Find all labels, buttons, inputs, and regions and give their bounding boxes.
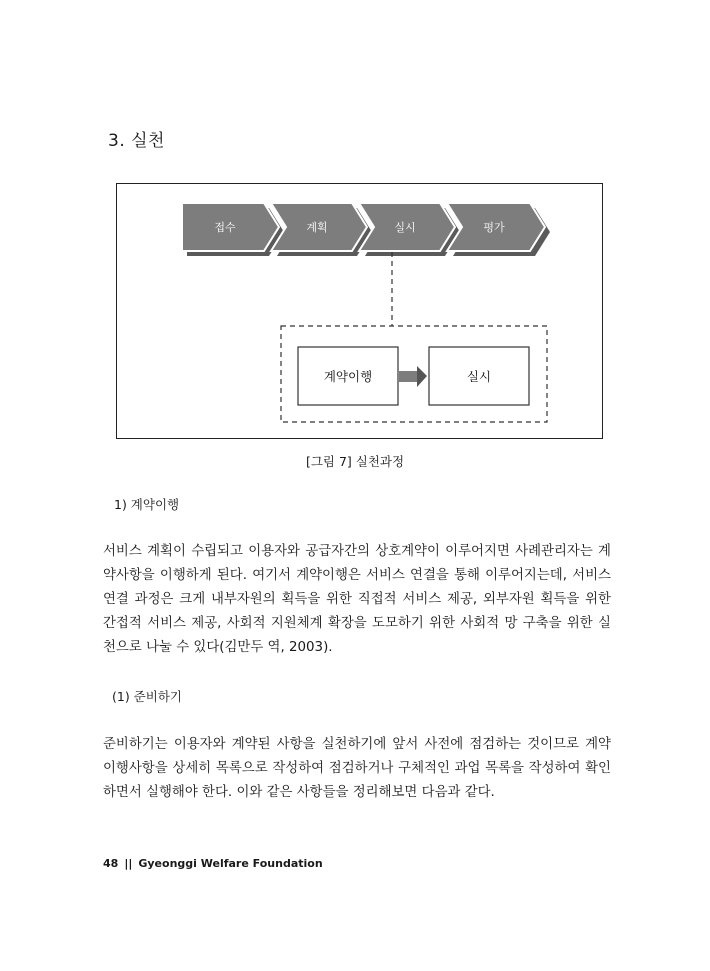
paragraph-2: 준비하기는 이용자와 계약된 사항을 실천하기에 앞서 사전에 점검하는 것이므로 계약 이행사항을 상세히 목록으로 작성하여 점검하거나 구체적인 과업 목록을 작성하여 확인하면서 실행해야 한다. 이와 같은 사항들을 정리해보면 다음과 같다.	[103, 737, 611, 800]
practice-process-diagram	[117, 184, 604, 440]
arrow-icon	[399, 366, 427, 387]
box-left-label: 계약이행	[323, 369, 373, 384]
page-number: 48	[103, 857, 119, 870]
page-footer	[103, 857, 323, 870]
stage-label-4: 평가	[483, 221, 505, 234]
section-title: 3. 실천	[108, 131, 165, 151]
paragraph-1: 서비스 계획이 수립되고 이용자와 공급자간의 상호계약이 이루어지면 사례관리자는 계약사항을 이행하게 된다. 여기서 계약이행은 서비스 연결을 통해 이루어지는데, 서비스 연결 과정은 크게 내부자원의 획득을 위한 직접적 서비스 제공, 외부자원 획득을 위한 간접적 서비스 제공, 사회적 지원체계 확장을 도모하기 위한 사회적 망 구축을 위한 실천으로 나눌 수 있다(김만두 역, 2003).	[103, 544, 611, 655]
stage-label-3: 실시	[394, 221, 416, 234]
stage-label-2: 계획	[306, 221, 328, 234]
stage-label-1: 접수	[214, 221, 236, 234]
footer-separator: ||	[124, 857, 133, 870]
box-right-label: 실시	[466, 369, 492, 384]
figure-caption: [그림 7] 실천과정	[305, 454, 405, 469]
footer-organization: Gyeonggi Welfare Foundation	[138, 857, 323, 870]
subsection-heading-1: 1) 계약이행	[114, 497, 180, 512]
subsection-heading-2: (1) 준비하기	[112, 689, 182, 704]
figure-box	[116, 183, 603, 439]
